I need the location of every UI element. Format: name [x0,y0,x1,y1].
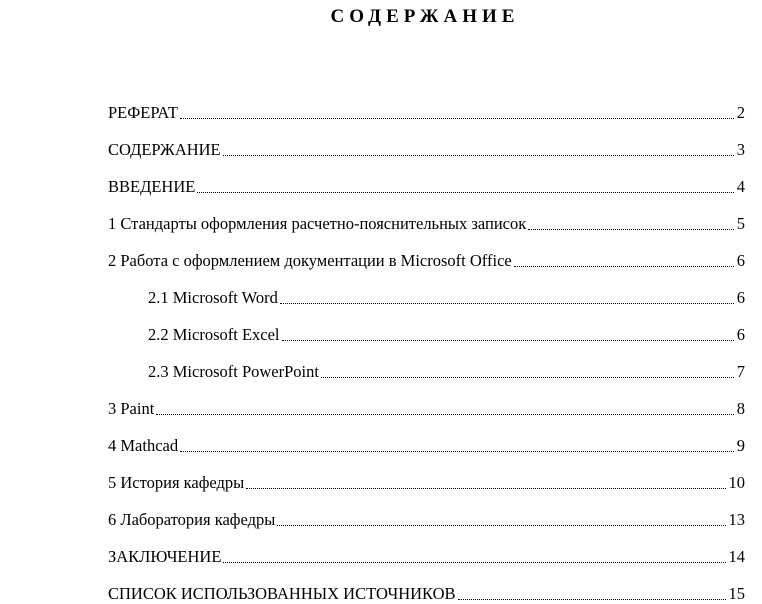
toc-dot-leader [282,339,734,341]
toc-dot-leader [458,598,726,600]
toc-entry-label: ЗАКЛЮЧЕНИЕ [108,547,222,566]
toc-dot-leader [277,524,725,526]
toc-entry [108,530,745,567]
toc-dot-leader [280,302,734,304]
toc-entry-label: 2.2 Microsoft Excel [148,325,280,344]
toc-entry-page: 2 [736,103,745,122]
toc-entry [108,234,745,271]
toc-entry-page: 8 [736,399,745,418]
toc-entry-label: РЕФЕРАТ [108,103,178,122]
toc-dot-leader [321,376,734,378]
toc-entry-page: 15 [728,584,745,603]
toc-dot-leader [246,487,725,489]
toc-subentry [108,271,745,308]
toc-dot-leader [197,191,733,193]
toc-subentry [108,308,745,345]
toc-entry-label: ВВЕДЕНИЕ [108,177,196,196]
toc-entry [108,197,745,234]
toc-entry [108,160,745,197]
toc-entry-label: 6 Лаборатория кафедры [108,510,276,529]
toc-entry-label: 3 Paint [108,399,155,418]
toc-entry [108,123,745,160]
toc-entry [108,567,745,604]
toc-entry-page: 10 [728,473,745,492]
toc-entry [108,456,745,493]
toc-entry-label: СПИСОК ИСПОЛЬЗОВАННЫХ ИСТОЧНИКОВ [108,584,456,603]
toc-entry-label: 2.3 Microsoft PowerPoint [148,362,319,381]
toc-entry-page: 14 [728,547,745,566]
toc-entry-page: 7 [736,362,745,381]
toc-entry-label: СОДЕРЖАНИЕ [108,140,221,159]
toc-entry-label: 5 История кафедры [108,473,245,492]
toc-entry [108,493,745,530]
page-title: СОДЕРЖАНИЕ [330,6,520,27]
toc-entry-page: 9 [736,436,745,455]
toc-entry [108,382,745,419]
toc-entry-page: 6 [736,288,745,307]
toc-entry [108,419,745,456]
table-of-contents [108,86,745,604]
toc-dot-leader [528,228,734,230]
toc-entry-label: 4 Mathcad [108,436,179,455]
toc-entry-label: 1 Стандарты оформления расчетно-пояснительных записок [108,214,527,233]
toc-dot-leader [180,117,734,119]
toc-entry-page: 4 [736,177,745,196]
toc-entry-page: 13 [728,510,745,529]
toc-entry-page: 6 [736,251,745,270]
toc-dot-leader [514,265,734,267]
toc-dot-leader [223,154,734,156]
toc-subentry [108,345,745,382]
toc-entry-page: 5 [736,214,745,233]
toc-entry-label: 2.1 Microsoft Word [148,288,278,307]
toc-entry-label: 2 Работа с оформлением документации в Microsoft Office [108,251,512,270]
toc-dot-leader [156,413,733,415]
toc-entry-page: 6 [736,325,745,344]
toc-entry [108,86,745,123]
toc-dot-leader [223,561,725,563]
toc-entry-page: 3 [736,140,745,159]
toc-dot-leader [180,450,734,452]
